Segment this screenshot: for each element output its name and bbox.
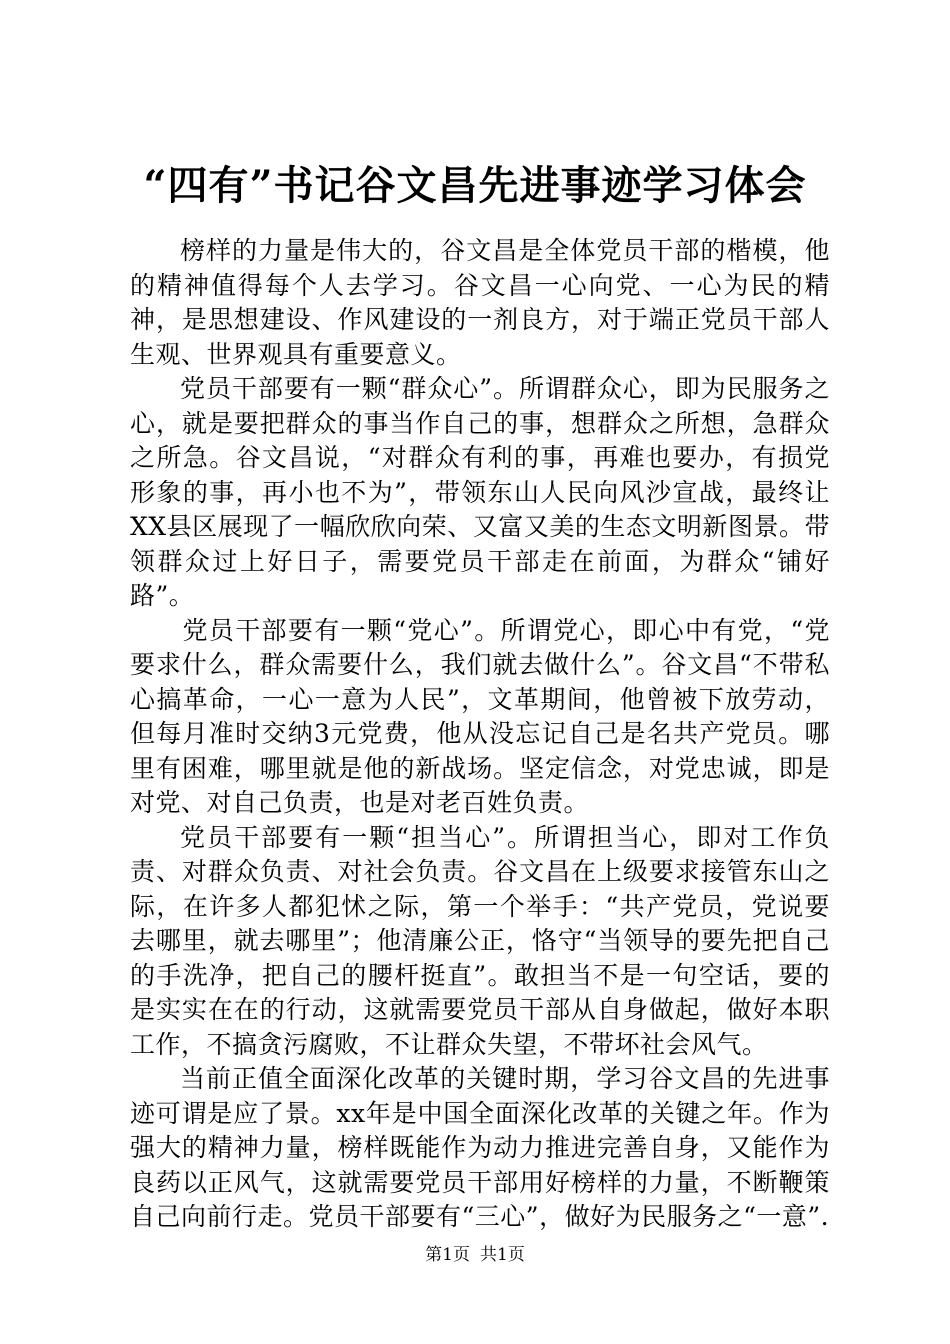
page-footer: [0, 1243, 950, 1267]
paragraph-masses-heart: 党员干部要有一颗“群众心”。所谓群众心，即为民服务之心，就是要把群众的事当作自己的事，想群众之所想，急群众之所急。谷文昌说，“对群众有利的事，再难也要办，有损党形象的事，再小也不为”，带领东山人民向风沙宣战，最终让XX县区展现了一幅欣欣向荣、又富又美的生态文明新图景。带领群众过上好日子，需要党员干部走在前面，为群众“铺好路”。: [130, 374, 830, 610]
page-number-total: 共1页: [480, 1245, 525, 1265]
paragraph-party-heart: 党员干部要有一颗“党心”。所谓党心，即心中有党，“党要求什么，群众需要什么，我们就去做什么”。谷文昌“不带私心搞革命，一心一意为人民”，文革期间，他曾被下放劳动，但每月准时交纳3元党费，他从没忘记自己是名共产党员。哪里有困难，哪里就是他的新战场。坚定信念，对党忠诚，即是对党、对自己负责，也是对老百姓负责。: [130, 615, 830, 817]
paragraph-responsibility-heart: 党员干部要有一颗“担当心”。所谓担当心，即对工作负责、对群众负责、对社会负责。谷文昌在上级要求接管东山之际，在许多人都犯怵之际，第一个举手：“共产党员，党说要去哪里，就去哪里”；他清廉公正，恪守“当领导的要先把自己的手洗净，把自己的腰杆挺直”。敢担当不是一句空话，要的是实实在在的行动，这就需要党员干部从自身做起，做好本职工作，不搞贪污腐败，不让群众失望，不带坏社会风气。: [130, 822, 830, 1059]
paragraph-conclusion: 当前正值全面深化改革的关键时期，学习谷文昌的先进事迹可谓是应了景。xx年是中国全面深化改革的关键之年。作为强大的精神力量，榜样既能作为动力推进完善自身，又能作为良药以正风气，这就需要党员干部用好榜样的力量，不断鞭策自己向前行走。党员干部要有“三心”，做好为民服务之“一意”.: [130, 1064, 830, 1231]
document-title: “四有”书记谷文昌先进事迹学习体会: [143, 162, 807, 209]
page-number-current: 第1页: [425, 1245, 470, 1265]
document-body: [130, 234, 830, 1235]
paragraph-intro: 榜样的力量是伟大的，谷文昌是全体党员干部的楷模，他的精神值得每个人去学习。谷文昌一心向党、一心为民的精神，是思想建设、作风建设的一剂良方，对于端正党员干部人生观、世界观具有重要意义。: [130, 236, 830, 369]
